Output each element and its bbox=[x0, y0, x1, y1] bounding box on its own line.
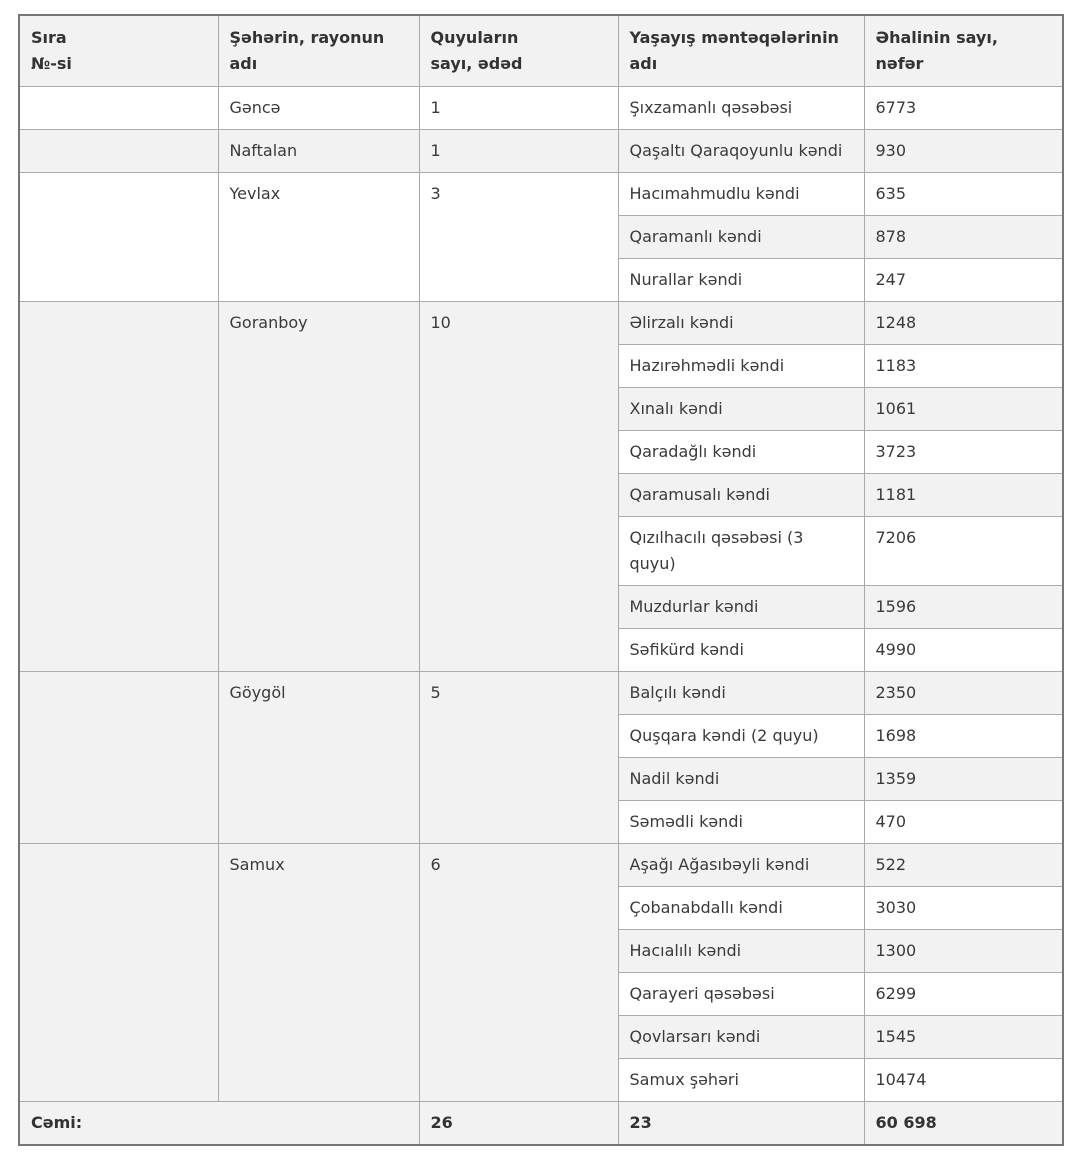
population-cell: 1300 bbox=[864, 930, 1063, 973]
serial-cell bbox=[19, 844, 218, 1102]
well-count-cell: 6 bbox=[419, 844, 618, 1102]
header-text: adı bbox=[229, 54, 258, 73]
header-text: Şəhərin, rayonun bbox=[229, 28, 385, 47]
settlement-cell: Qaşaltı Qaraqoyunlu kəndi bbox=[618, 130, 864, 173]
population-cell: 1248 bbox=[864, 302, 1063, 345]
table-header bbox=[19, 15, 1063, 87]
population-cell: 4990 bbox=[864, 629, 1063, 672]
population-cell: 1183 bbox=[864, 345, 1063, 388]
population-cell: 6299 bbox=[864, 973, 1063, 1016]
district-cell: Göygöl bbox=[218, 672, 419, 844]
total-settlements-cell: 23 bbox=[618, 1102, 864, 1146]
total-label-cell: Cəmi: bbox=[19, 1102, 419, 1146]
settlement-cell: Aşağı Ağasıbəyli kəndi bbox=[618, 844, 864, 887]
header-text: adı bbox=[629, 54, 658, 73]
settlement-cell: Xınalı kəndi bbox=[618, 388, 864, 431]
settlement-cell: Səfikürd kəndi bbox=[618, 629, 864, 672]
table-row bbox=[19, 130, 1063, 173]
total-population-cell: 60 698 bbox=[864, 1102, 1063, 1146]
settlement-cell: Balçılı kəndi bbox=[618, 672, 864, 715]
settlement-cell: Çobanabdallı kəndi bbox=[618, 887, 864, 930]
settlement-cell: Nadil kəndi bbox=[618, 758, 864, 801]
settlement-cell: Hacımahmudlu kəndi bbox=[618, 173, 864, 216]
header-district-name bbox=[218, 15, 419, 87]
population-cell: 1698 bbox=[864, 715, 1063, 758]
header-serial-number bbox=[19, 15, 218, 87]
table-row bbox=[19, 672, 1063, 715]
population-cell: 635 bbox=[864, 173, 1063, 216]
settlement-cell: Hazırəhmədli kəndi bbox=[618, 345, 864, 388]
settlement-cell: Qaramusalı kəndi bbox=[618, 474, 864, 517]
population-cell: 247 bbox=[864, 259, 1063, 302]
district-cell: Samux bbox=[218, 844, 419, 1102]
well-count-cell: 1 bbox=[419, 87, 618, 130]
table-row bbox=[19, 302, 1063, 345]
settlement-cell: Qızılhacılı qəsəbəsi (3 quyu) bbox=[618, 517, 864, 586]
total-row bbox=[19, 1102, 1063, 1146]
population-cell: 1545 bbox=[864, 1016, 1063, 1059]
serial-cell bbox=[19, 302, 218, 672]
settlement-cell: Quşqara kəndi (2 quyu) bbox=[618, 715, 864, 758]
population-cell: 930 bbox=[864, 130, 1063, 173]
settlement-cell: Qaramanlı kəndi bbox=[618, 216, 864, 259]
header-text: sayı, ədəd bbox=[430, 54, 523, 73]
table-row bbox=[19, 173, 1063, 216]
table-row bbox=[19, 87, 1063, 130]
total-wells-cell: 26 bbox=[419, 1102, 618, 1146]
population-cell: 522 bbox=[864, 844, 1063, 887]
well-count-cell: 5 bbox=[419, 672, 618, 844]
well-count-cell: 10 bbox=[419, 302, 618, 672]
population-cell: 7206 bbox=[864, 517, 1063, 586]
header-well-count bbox=[419, 15, 618, 87]
settlement-cell: Qaradağlı kəndi bbox=[618, 431, 864, 474]
population-cell: 878 bbox=[864, 216, 1063, 259]
header-text: Quyuların bbox=[430, 28, 519, 47]
population-cell: 1596 bbox=[864, 586, 1063, 629]
population-cell: 3030 bbox=[864, 887, 1063, 930]
settlement-cell: Samux şəhəri bbox=[618, 1059, 864, 1102]
population-cell: 470 bbox=[864, 801, 1063, 844]
population-cell: 1359 bbox=[864, 758, 1063, 801]
serial-cell bbox=[19, 130, 218, 173]
settlement-cell: Qovlarsarı kəndi bbox=[618, 1016, 864, 1059]
settlement-cell: Qarayeri qəsəbəsi bbox=[618, 973, 864, 1016]
settlement-cell: Nurallar kəndi bbox=[618, 259, 864, 302]
header-row bbox=[19, 15, 1063, 87]
population-cell: 2350 bbox=[864, 672, 1063, 715]
population-cell: 6773 bbox=[864, 87, 1063, 130]
population-cell: 1061 bbox=[864, 388, 1063, 431]
settlement-cell: Muzdurlar kəndi bbox=[618, 586, 864, 629]
district-cell: Gəncə bbox=[218, 87, 419, 130]
well-count-cell: 3 bbox=[419, 173, 618, 302]
settlement-cell: Əlirzalı kəndi bbox=[618, 302, 864, 345]
district-cell: Naftalan bbox=[218, 130, 419, 173]
population-cell: 1181 bbox=[864, 474, 1063, 517]
settlement-cell: Şıxzamanlı qəsəbəsi bbox=[618, 87, 864, 130]
table-body bbox=[19, 87, 1063, 1146]
settlement-cell: Səmədli kəndi bbox=[618, 801, 864, 844]
well-count-cell: 1 bbox=[419, 130, 618, 173]
header-population bbox=[864, 15, 1063, 87]
district-cell: Yevlax bbox=[218, 173, 419, 302]
settlement-cell: Hacıalılı kəndi bbox=[618, 930, 864, 973]
document-area bbox=[18, 14, 1064, 1146]
district-cell: Goranboy bbox=[218, 302, 419, 672]
header-text: Yaşayış məntəqələrinin bbox=[629, 28, 839, 47]
serial-cell bbox=[19, 173, 218, 302]
header-settlement-name bbox=[618, 15, 864, 87]
table-row bbox=[19, 844, 1063, 887]
header-text: №-si bbox=[31, 54, 72, 73]
wells-table bbox=[18, 14, 1064, 1146]
header-text: Sıra bbox=[31, 28, 67, 47]
population-cell: 3723 bbox=[864, 431, 1063, 474]
serial-cell bbox=[19, 87, 218, 130]
population-cell: 10474 bbox=[864, 1059, 1063, 1102]
header-text: Əhalinin sayı, nəfər bbox=[875, 28, 998, 73]
serial-cell bbox=[19, 672, 218, 844]
